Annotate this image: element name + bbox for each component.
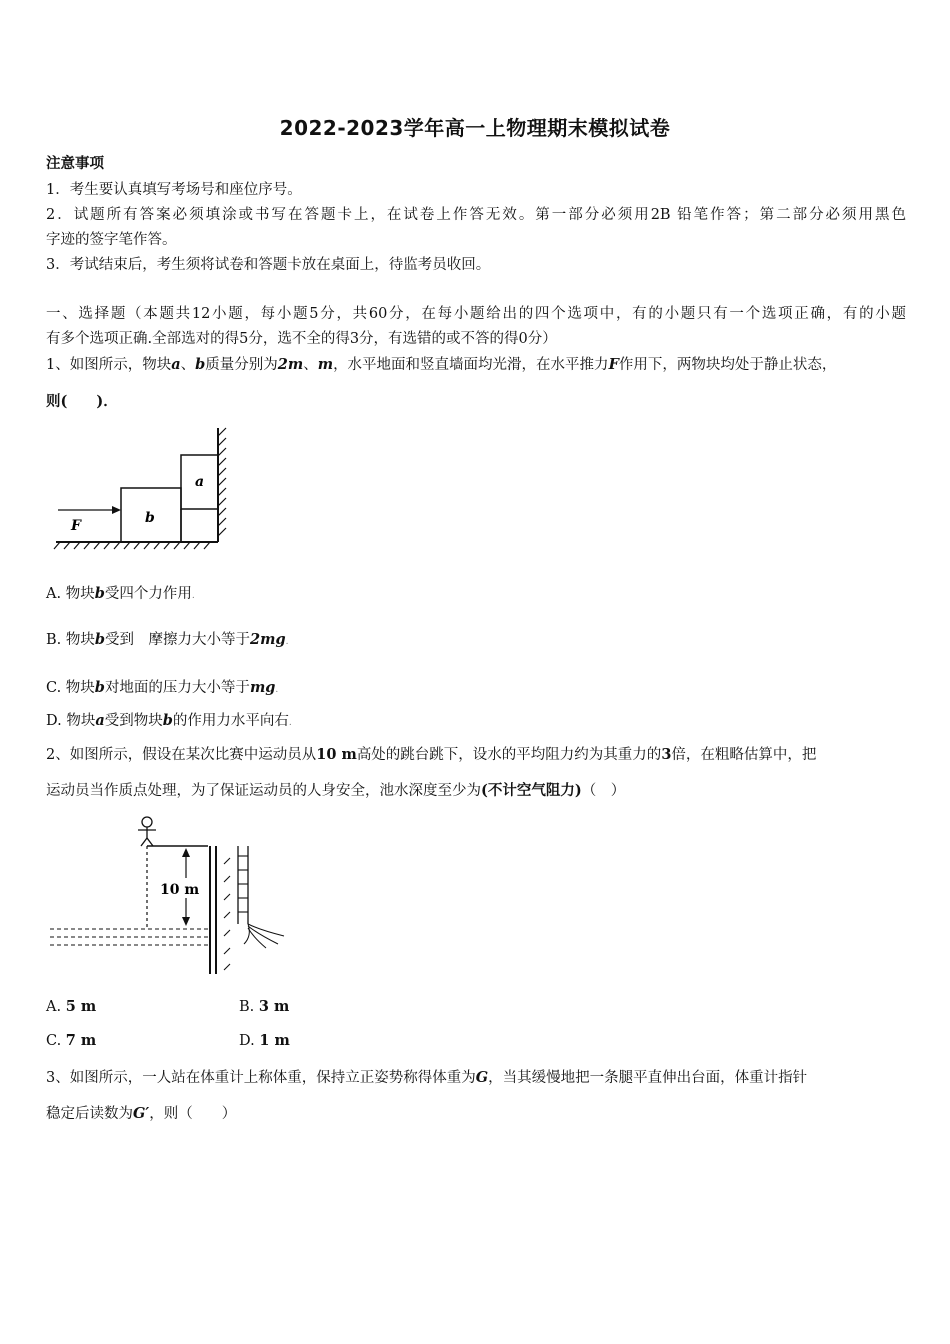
- q3-stem-line2: 稳定后读数为G′，则（ ）: [46, 1105, 237, 1122]
- q1-option-d[interactable]: D. 物块a受到物块b的作用力水平向右.: [46, 712, 292, 729]
- q1-option-a[interactable]: A. 物块b受四个力作用.: [46, 585, 195, 602]
- q2-option-b[interactable]: B. 3 m: [239, 998, 290, 1015]
- q1-figure-blocks: [48, 422, 248, 562]
- q1-option-b[interactable]: B. 物块b受到 摩擦力大小等于2mg.: [46, 631, 289, 648]
- section1-intro-line2: 有多个选项正确.全部选对的得5分，选不全的得3分，有选错的或不答的得0分）: [46, 331, 557, 347]
- q1-stem-line2: 则( )．: [46, 393, 118, 410]
- q1-figure-label-F: F: [71, 518, 81, 534]
- q3-stem-line1: 3、如图所示，一人站在体重计上称体重，保持立正姿势称得体重为G，当其缓慢地把一条腿平直伸出台面，体重计指针: [46, 1069, 808, 1086]
- q2-option-c[interactable]: C. 7 m: [46, 1032, 97, 1049]
- q1-figure-label-a: a: [195, 474, 205, 490]
- section1-intro-line1: 一、选择题（本题共12小题，每小题5分，共60分，在每小题给出的四个选项中，有的小题只有一个选项正确，有的小题: [46, 306, 906, 322]
- notice-item-3: 3．考试结束后，考生须将试卷和答题卡放在桌面上，待监考员收回。: [46, 257, 491, 273]
- notice-item-1: 1．考生要认真填写考场号和座位序号。: [46, 182, 302, 198]
- q1-option-c[interactable]: C. 物块b对地面的压力大小等于mg.: [46, 679, 279, 696]
- notice-item-2: 2．试题所有答案必须填涂或书写在答题卡上，在试卷上作答无效。第一部分必须用2B 铅笔作答；第二部分必须用黑色: [46, 207, 906, 223]
- notice-item-2-cont: 字迹的签字笔作答。: [46, 232, 177, 248]
- notice-heading: 注意事项: [46, 155, 104, 172]
- q2-option-a[interactable]: A. 5 m: [46, 998, 97, 1015]
- q2-option-d[interactable]: D. 1 m: [239, 1032, 290, 1049]
- q2-figure-height-label: 10 m: [160, 882, 200, 898]
- q2-stem-line1: 2、如图所示，假设在某次比赛中运动员从10 m高处的跳台跳下，设水的平均阻力约为其重力的3倍，在粗略估算中，把: [46, 746, 817, 763]
- q1-figure-label-b: b: [145, 510, 155, 526]
- q2-stem-line2: 运动员当作质点处理，为了保证运动员的人身安全，池水深度至少为(不计空气阻力)（ ）: [46, 782, 626, 799]
- page-title: 2022-2023学年高一上物理期末模拟试卷: [279, 116, 671, 140]
- q1-stem-line1: 1、如图所示，物块a、b质量分别为2m、m，水平地面和竖直墙面均光滑，在水平推力F作用下，两物块均处于静止状态，: [46, 356, 837, 373]
- q2-figure-diving: [46, 812, 296, 982]
